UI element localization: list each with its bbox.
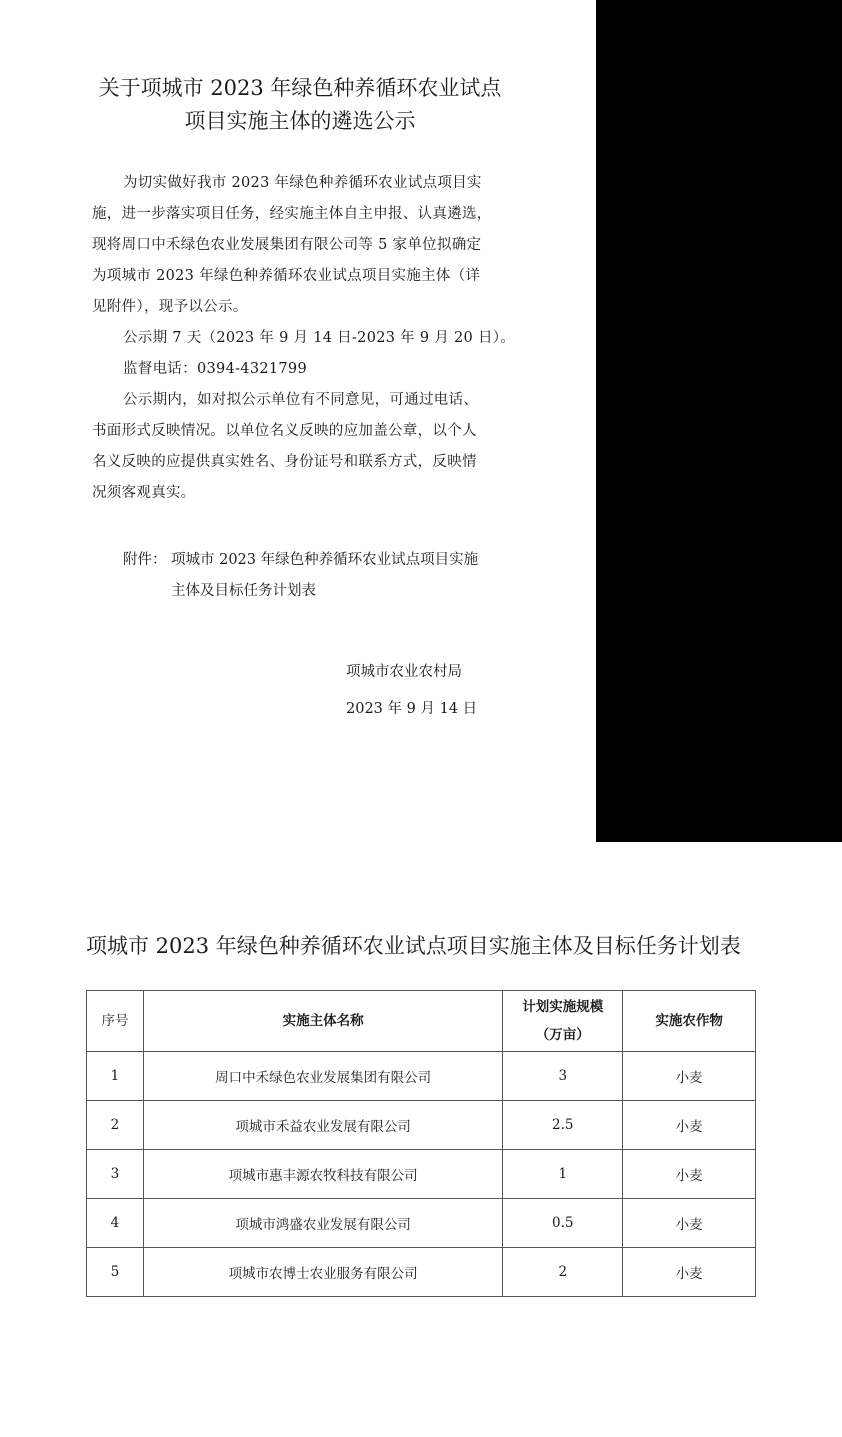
paragraph-period (92, 323, 516, 354)
paragraph-feedback (92, 385, 512, 509)
redaction-block (596, 0, 842, 842)
table-row (87, 1248, 756, 1297)
cell-no: 1 (87, 1052, 144, 1101)
notice-title-line1: 关于项城市 2023 年绿色种养循环农业试点 (98, 76, 502, 100)
header-scale-line2: （万亩） (535, 1027, 590, 1043)
paragraph-line: 书面形式反映情况。以单位名义反映的应加盖公章，以个人 (92, 423, 477, 439)
paragraph-line: 现将周口中禾绿色农业发展集团有限公司等 5 家单位拟确定 (92, 237, 482, 253)
cell-name: 项城市惠丰源农牧科技有限公司 (143, 1150, 502, 1199)
table-header-row (87, 991, 756, 1052)
notice-title-line2: 项目实施主体的遴选公示 (184, 109, 416, 133)
table-row (87, 1199, 756, 1248)
table-row (87, 1052, 756, 1101)
table-row (87, 1101, 756, 1150)
header-scale-line1: 计划实施规模 (522, 999, 604, 1015)
attachment-text (171, 545, 478, 607)
plan-table (86, 990, 756, 1297)
signature-org: 项城市农业农村局 (346, 664, 462, 680)
cell-crop: 小麦 (623, 1052, 756, 1101)
paragraph-line: 为项城市 2023 年绿色种养循环农业试点项目实施主体（详 (92, 268, 481, 284)
paragraph-phone (92, 354, 512, 385)
cell-no: 3 (87, 1150, 144, 1199)
cell-crop: 小麦 (623, 1248, 756, 1297)
header-name: 实施主体名称 (143, 991, 502, 1052)
cell-scale: 3 (503, 1052, 623, 1101)
notice-title (80, 72, 520, 138)
attachment-label: 附件： (123, 552, 167, 568)
paragraph-line: 公示期 7 天（2023 年 9 月 14 日-2023 年 9 月 20 日）。 (123, 330, 516, 346)
cell-name: 项城市农博士农业服务有限公司 (143, 1248, 502, 1297)
cell-no: 4 (87, 1199, 144, 1248)
header-crop: 实施农作物 (623, 991, 756, 1052)
paragraph-line: 况须客观真实。 (92, 485, 196, 501)
paragraph-line: 见附件），现予以公示。 (92, 299, 248, 315)
cell-name: 项城市禾益农业发展有限公司 (143, 1101, 502, 1150)
signature-date: 2023 年 9 月 14 日 (346, 701, 478, 717)
paragraph-line: 监督电话：0394-4321799 (123, 361, 307, 377)
cell-name: 项城市鸿盛农业发展有限公司 (143, 1199, 502, 1248)
cell-scale: 0.5 (503, 1199, 623, 1248)
paragraph-line: 公示期内，如对拟公示单位有不同意见，可通过电话、 (123, 392, 479, 408)
cell-scale: 2.5 (503, 1101, 623, 1150)
cell-crop: 小麦 (623, 1199, 756, 1248)
paragraph-line: 施，进一步落实项目任务，经实施主体自主申报、认真遴选， (92, 206, 492, 222)
header-no: 序号 (87, 991, 144, 1052)
paragraph-intro (92, 168, 512, 323)
cell-scale: 2 (503, 1248, 623, 1297)
header-scale (503, 991, 623, 1052)
attachment-line: 项城市 2023 年绿色种养循环农业试点项目实施 (171, 552, 479, 568)
cell-crop: 小麦 (623, 1150, 756, 1199)
cell-crop: 小麦 (623, 1101, 756, 1150)
cell-name: 周口中禾绿色农业发展集团有限公司 (143, 1052, 502, 1101)
table-row (87, 1150, 756, 1199)
paragraph-line: 名义反映的应提供真实姓名、身份证号和联系方式，反映情 (92, 454, 477, 470)
cell-scale: 1 (503, 1150, 623, 1199)
cell-no: 5 (87, 1248, 144, 1297)
table-title: 项城市 2023 年绿色种养循环农业试点项目实施主体及目标任务计划表 (86, 934, 741, 958)
cell-no: 2 (87, 1101, 144, 1150)
paragraph-line: 为切实做好我市 2023 年绿色种养循环农业试点项目实 (123, 175, 482, 191)
attachment-line: 主体及目标任务计划表 (171, 583, 316, 599)
